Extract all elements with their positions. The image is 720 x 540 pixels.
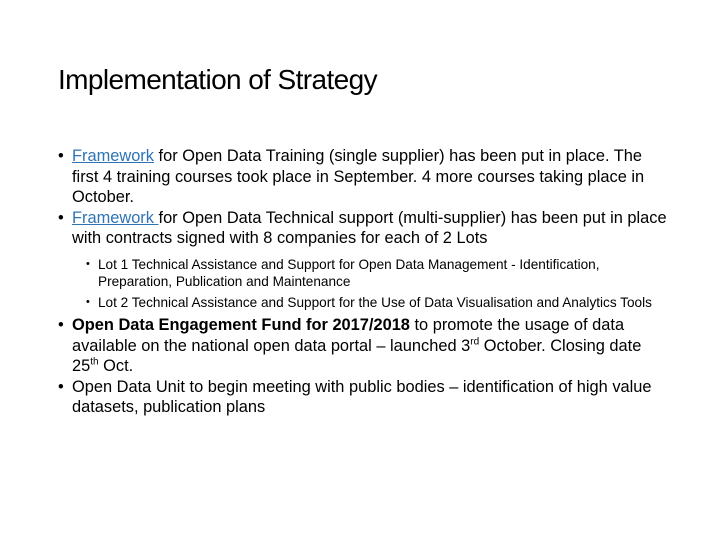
slide-content [58, 146, 670, 418]
bullet-open-data-unit [58, 377, 670, 418]
bullet-marker: • [58, 208, 64, 227]
bullet-text: to promote the usage of data available on the national open data portal – launched 3 [72, 316, 625, 355]
sub-bullet-marker: • [86, 295, 90, 308]
sub-bullet-lot-2 [58, 294, 670, 312]
bullet-text: Oct. [98, 357, 134, 375]
bullet-marker: • [58, 147, 64, 165]
engagement-fund-title: Open Data Engagement Fund for 2017/2018 [72, 316, 410, 334]
bullet-text: Open Data Unit to begin meeting with public bodies – identification of high value datasets, publication plans [72, 377, 652, 416]
sub-bullet-text: Lot 2 Technical Assistance and Support for the Use of Data Visualisation and Analytics Tools [98, 294, 652, 310]
bullet-text: October. Closing date 25 [72, 336, 642, 375]
bullet-engagement-fund [58, 315, 670, 377]
sub-bullet-marker: • [86, 257, 90, 270]
slide-title: Implementation of Strategy [58, 64, 378, 95]
framework-link-technical[interactable]: Framework [72, 208, 159, 227]
bullet-text: for Open Data Training (single supplier) has been put in place. The first 4 training courses took place in September. 4 more courses taking place in October. [72, 147, 645, 206]
bullet-training-framework [58, 146, 670, 208]
sub-bullet-text: Lot 1 Technical Assistance and Support for Open Data Management - Identification, Preparation, Publication and Maintenance [98, 256, 600, 289]
bullet-marker: • [58, 377, 64, 396]
ordinal-suffix: th [90, 356, 99, 368]
ordinal-suffix: rd [470, 336, 480, 348]
sub-bullet-lot-1 [58, 256, 670, 291]
bullet-technical-framework [58, 208, 670, 249]
bullet-marker: • [58, 316, 64, 334]
framework-link-training[interactable]: Framework [72, 147, 154, 165]
bullet-text: for Open Data Technical support (multi-supplier) has been put in place with contracts signed with 8 companies for each of 2 Lots [72, 208, 667, 247]
